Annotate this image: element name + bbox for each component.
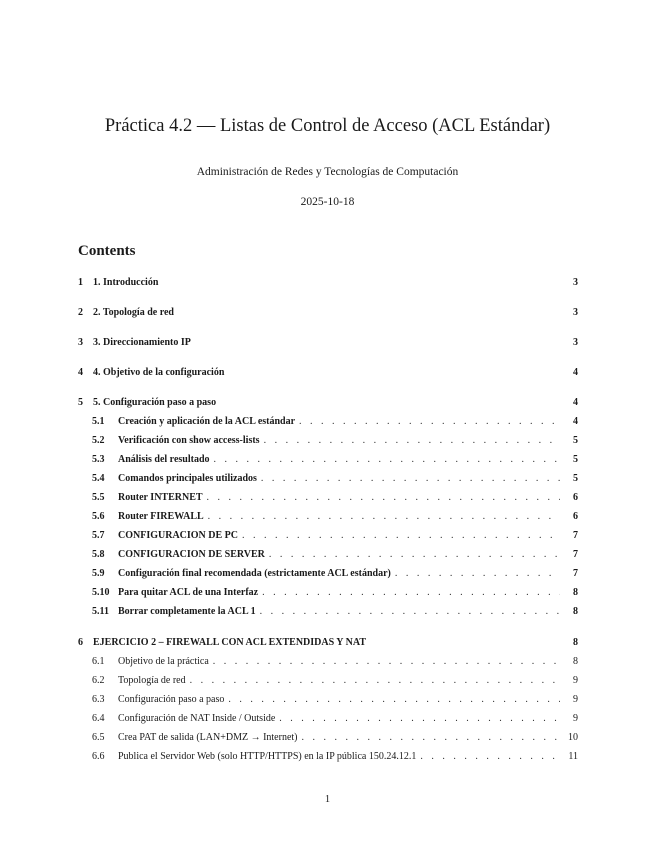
toc-entry-page: 9 bbox=[573, 713, 578, 724]
toc-entry[interactable] bbox=[78, 549, 578, 564]
toc-entry-page: 9 bbox=[573, 694, 578, 705]
toc-entry-page: 8 bbox=[573, 656, 578, 667]
toc-entry-page: 7 bbox=[573, 530, 578, 541]
toc-entry[interactable] bbox=[78, 606, 578, 621]
toc-entry[interactable] bbox=[78, 473, 578, 488]
toc-leader-dots bbox=[213, 656, 560, 667]
toc-entry[interactable] bbox=[78, 637, 578, 652]
page-number: 1 bbox=[324, 794, 331, 805]
toc-entry-title: Configuración de NAT Inside / Outside bbox=[118, 713, 276, 724]
toc-entry-number: 5.6 bbox=[92, 511, 105, 522]
toc-entry[interactable] bbox=[78, 656, 578, 671]
toc-entry-title: Topología de red bbox=[118, 675, 186, 686]
toc-entry-page: 3 bbox=[573, 337, 578, 348]
toc-leader-dots bbox=[207, 492, 560, 503]
toc-leader-dots bbox=[269, 549, 560, 560]
document-subtitle: Administración de Redes y Tecnologías de Computación bbox=[196, 166, 459, 178]
toc-entry-page: 7 bbox=[573, 568, 578, 579]
toc-entry-number: 2 bbox=[78, 307, 83, 318]
toc-entry-page: 4 bbox=[573, 367, 578, 378]
toc-leader-dots bbox=[261, 473, 560, 484]
toc-entry-title: Creación y aplicación de la ACL estándar bbox=[118, 416, 296, 427]
toc-entry-title: 4. Objetivo de la configuración bbox=[93, 367, 225, 378]
toc-entry-title: Publica el Servidor Web (solo HTTP/HTTPS) en la IP pública 150.24.12.1 bbox=[118, 751, 417, 762]
toc-entry[interactable] bbox=[78, 511, 578, 526]
toc-entry-number: 5.7 bbox=[92, 530, 105, 541]
toc-entry-number: 6.2 bbox=[92, 675, 105, 686]
toc-entry-title: 1. Introducción bbox=[93, 277, 159, 288]
document-date: 2025-10-18 bbox=[300, 196, 355, 208]
toc-entry-page: 9 bbox=[573, 675, 578, 686]
toc-entry[interactable] bbox=[78, 435, 578, 450]
toc-entry-title: 2. Topología de red bbox=[93, 307, 174, 318]
toc-entry[interactable] bbox=[78, 713, 578, 728]
toc-leader-dots bbox=[190, 675, 560, 686]
toc-entry-page: 5 bbox=[573, 454, 578, 465]
toc-entry[interactable] bbox=[78, 530, 578, 545]
toc-entry[interactable] bbox=[78, 568, 578, 583]
toc-entry-number: 5.2 bbox=[92, 435, 105, 446]
toc-entry[interactable] bbox=[78, 307, 578, 322]
toc-entry-title: Configuración paso a paso bbox=[118, 694, 225, 705]
toc-entry-title: EJERCICIO 2 – FIREWALL CON ACL EXTENDIDAS Y NAT bbox=[93, 637, 367, 648]
toc-leader-dots bbox=[279, 713, 560, 724]
toc-leader-dots bbox=[260, 606, 560, 617]
toc-entry-number: 5.11 bbox=[92, 606, 109, 617]
toc-entry[interactable] bbox=[78, 277, 578, 292]
toc-entry-title: Análisis del resultado bbox=[118, 454, 210, 465]
toc-leader-dots bbox=[264, 435, 560, 446]
toc-entry-number: 5.5 bbox=[92, 492, 105, 503]
toc-leader-dots bbox=[208, 511, 560, 522]
toc-leader-dots bbox=[242, 530, 560, 541]
toc-leader-dots bbox=[299, 416, 560, 427]
toc-entry-page: 7 bbox=[573, 549, 578, 560]
toc-entry-number: 4 bbox=[78, 367, 83, 378]
toc-entry[interactable] bbox=[78, 587, 578, 602]
toc-entry-title: Verificación con show access-lists bbox=[118, 435, 260, 446]
toc-entry-number: 5.4 bbox=[92, 473, 105, 484]
toc-entry-page: 8 bbox=[573, 587, 578, 598]
toc-entry[interactable] bbox=[78, 416, 578, 431]
toc-entry-page: 6 bbox=[573, 511, 578, 522]
toc-entry-title: CONFIGURACION DE SERVER bbox=[118, 549, 265, 560]
toc-entry-title: Router INTERNET bbox=[118, 492, 203, 503]
toc-entry-number: 6.3 bbox=[92, 694, 105, 705]
toc-leader-dots bbox=[420, 751, 560, 762]
toc-entry[interactable] bbox=[78, 492, 578, 507]
toc-entry[interactable] bbox=[78, 454, 578, 469]
toc-entry-number: 6.4 bbox=[92, 713, 105, 724]
toc-entry-number: 6.6 bbox=[92, 751, 105, 762]
toc-leader-dots bbox=[262, 587, 560, 598]
toc-entry-page: 5 bbox=[573, 473, 578, 484]
toc-entry-title: Borrar completamente la ACL 1 bbox=[118, 606, 256, 617]
document-title: Práctica 4.2 — Listas de Control de Acceso (ACL Estándar) bbox=[104, 116, 551, 136]
toc-entry-title: Crea PAT de salida (LAN+DMZ → Internet) bbox=[118, 732, 298, 743]
toc-entry-title: 5. Configuración paso a paso bbox=[93, 397, 217, 408]
toc-entry-number: 3 bbox=[78, 337, 83, 348]
toc-entry-number: 5.1 bbox=[92, 416, 105, 427]
toc-entry-number: 5.10 bbox=[92, 587, 110, 598]
toc-entry-number: 5.3 bbox=[92, 454, 105, 465]
toc-entry-title: 3. Direccionamiento IP bbox=[93, 337, 191, 348]
toc-entry-title: Configuración final recomendada (estrictamente ACL estándar) bbox=[118, 568, 391, 579]
toc-entry[interactable] bbox=[78, 397, 578, 412]
toc-entry[interactable] bbox=[78, 675, 578, 690]
toc-leader-dots bbox=[214, 454, 561, 465]
toc-entry-page: 3 bbox=[573, 277, 578, 288]
toc-entry-title: Para quitar ACL de una Interfaz bbox=[118, 587, 259, 598]
toc-entry-title: CONFIGURACION DE PC bbox=[118, 530, 238, 541]
toc-entry[interactable] bbox=[78, 732, 578, 747]
toc-entry-number: 5.8 bbox=[92, 549, 105, 560]
toc-entry-page: 8 bbox=[573, 637, 578, 648]
toc-entry[interactable] bbox=[78, 694, 578, 709]
toc-entry-title: Router FIREWALL bbox=[118, 511, 204, 522]
toc-entry-page: 11 bbox=[568, 751, 578, 762]
toc-entry-number: 6.5 bbox=[92, 732, 105, 743]
toc-entry-number: 6 bbox=[78, 637, 83, 648]
toc-entry[interactable] bbox=[78, 751, 578, 766]
toc-leader-dots bbox=[228, 694, 560, 705]
toc-leader-dots bbox=[302, 732, 561, 743]
toc-entry-page: 3 bbox=[573, 307, 578, 318]
toc-entry-number: 5.9 bbox=[92, 568, 105, 579]
toc-entry-page: 6 bbox=[573, 492, 578, 503]
toc-entry-title: Comandos principales utilizados bbox=[118, 473, 257, 484]
toc-entry-title: Objetivo de la práctica bbox=[118, 656, 209, 667]
toc-entry-page: 8 bbox=[573, 606, 578, 617]
toc-leader-dots bbox=[395, 568, 560, 579]
toc-entry-page: 5 bbox=[573, 435, 578, 446]
toc-entry[interactable] bbox=[78, 367, 578, 382]
toc-entry-page: 4 bbox=[573, 397, 578, 408]
toc-entry-page: 4 bbox=[573, 416, 578, 427]
contents-heading: Contents bbox=[78, 243, 136, 259]
toc-entry[interactable] bbox=[78, 337, 578, 352]
toc-entry-number: 1 bbox=[78, 277, 83, 288]
toc-entry-number: 6.1 bbox=[92, 656, 105, 667]
toc-entry-page: 10 bbox=[568, 732, 578, 743]
toc-entry-number: 5 bbox=[78, 397, 83, 408]
